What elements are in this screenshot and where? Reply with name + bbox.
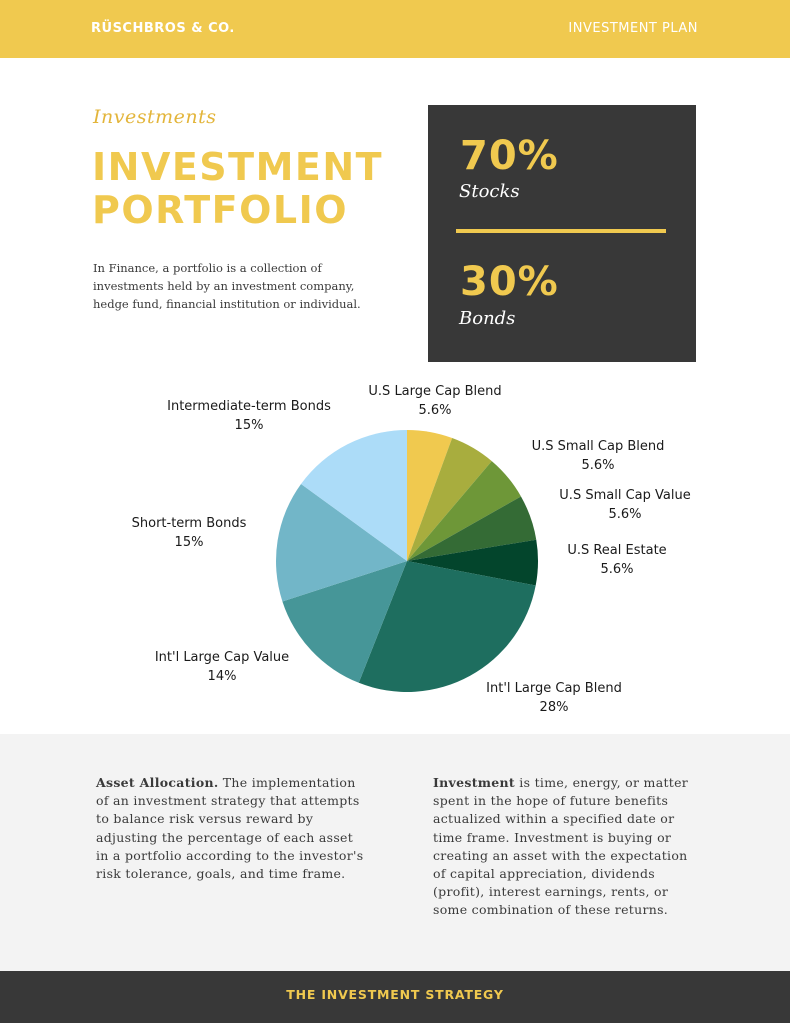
section-title: INVESTMENT PLAN xyxy=(568,21,698,36)
slice-value-label: 5.6% xyxy=(581,458,615,473)
brand-name: RÜSCHBROS & CO. xyxy=(91,21,235,36)
slice-value-label: 5.6% xyxy=(608,507,642,522)
asset-allocation-heading: Asset Allocation. xyxy=(96,775,219,790)
slice-value-label: 28% xyxy=(539,700,569,715)
box-divider xyxy=(456,229,666,233)
slice-value-label: 5.6% xyxy=(418,403,452,418)
stocks-percent: 70% xyxy=(460,133,559,179)
slice-name-label: U.S Large Cap Blend xyxy=(368,384,502,399)
bonds-percent: 30% xyxy=(460,259,559,305)
slice-name-label: Short-term Bonds xyxy=(131,516,247,531)
top-bar xyxy=(0,0,790,58)
investment-heading: Investment xyxy=(433,775,516,790)
slice-name-label: Int'l Large Cap Value xyxy=(154,650,290,665)
slice-value-label: 15% xyxy=(234,418,264,433)
slice-name-label: U.S Small Cap Blend xyxy=(531,439,665,454)
footer-bar xyxy=(0,971,790,1023)
slice-value-label: 15% xyxy=(174,535,204,550)
footer-title: THE INVESTMENT STRATEGY xyxy=(286,987,504,1002)
asset-allocation-text: The implementation of an investment strategy that attempts to balance risk versus reward by adjusting the percentage of each asset in a portfolio according to the investor's risk tolerance, goals, and time frame. xyxy=(96,775,364,882)
slice-value-label: 14% xyxy=(207,669,237,684)
bonds-label: Bonds xyxy=(459,308,516,329)
slice-value-label: 5.6% xyxy=(600,562,634,577)
slice-name-label: Int'l Large Cap Blend xyxy=(486,681,622,696)
slice-name-label: U.S Small Cap Value xyxy=(559,488,691,503)
kicker-text: Investments xyxy=(93,106,217,128)
investment-paragraph xyxy=(433,774,703,920)
investment-text: is time, energy, or matter spent in the hope of future benefits actualized within a specified date or time frame. Investment is buying or creating an asset with the expectation of capital appreciation, dividends (profit), interest earnings, rents, or some combination of these returns. xyxy=(433,775,689,918)
slice-name-label: U.S Real Estate xyxy=(567,543,667,558)
asset-allocation-paragraph xyxy=(96,774,366,883)
portfolio-pie-chart xyxy=(0,370,790,735)
stocks-label: Stocks xyxy=(459,181,520,202)
allocation-box xyxy=(428,105,696,362)
info-section xyxy=(0,734,790,971)
intro-paragraph: In Finance, a portfolio is a collection of investments held by an investment company, hedge fund, financial institution or individual. xyxy=(93,261,361,311)
page-title: INVESTMENT PORTFOLIO xyxy=(92,145,384,232)
slice-name-label: Intermediate-term Bonds xyxy=(167,399,331,414)
